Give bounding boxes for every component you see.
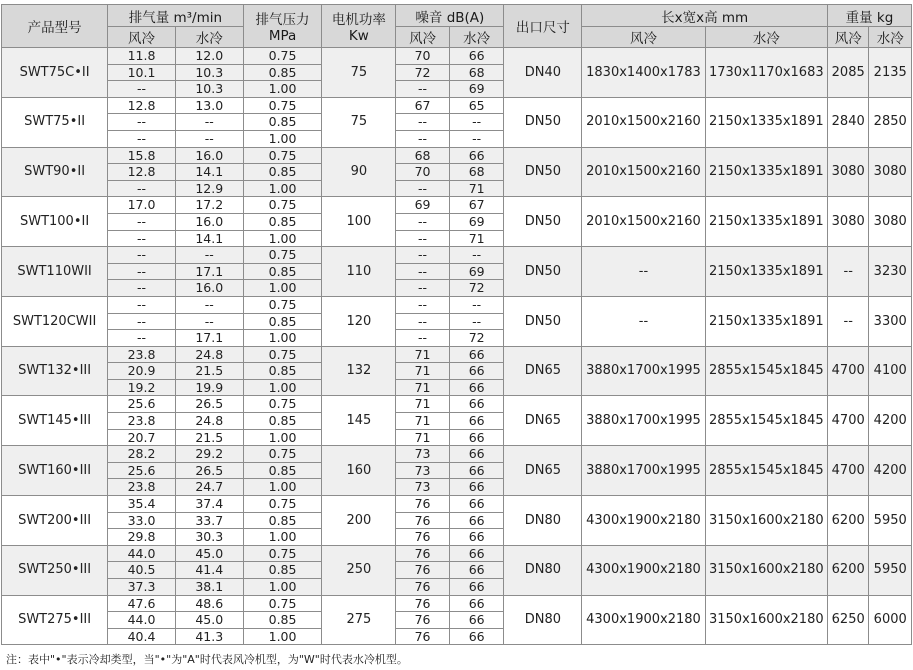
pressure-cell: 1.00 <box>243 529 322 546</box>
noise-air-cell: -- <box>396 230 450 247</box>
noise-air-cell: -- <box>396 280 450 297</box>
flow-water-cell: 26.5 <box>175 462 243 479</box>
flow-air-cell: 20.9 <box>108 363 176 380</box>
noise-water-cell: 68 <box>449 164 504 181</box>
model-cell: SWT100•II <box>2 197 108 247</box>
dim-water-cell: 2150x1335x1891 <box>705 147 827 197</box>
noise-water-cell: 66 <box>449 545 504 562</box>
noise-water-cell: -- <box>449 114 504 131</box>
dim-air-cell: 3880x1700x1995 <box>582 396 705 446</box>
pressure-cell: 1.00 <box>243 628 322 645</box>
noise-air-cell: 70 <box>396 48 450 65</box>
flow-water-cell: 10.3 <box>175 81 243 98</box>
outlet-cell: DN50 <box>504 247 582 297</box>
pressure-cell: 0.75 <box>243 496 322 513</box>
dim-water-cell: 2150x1335x1891 <box>705 197 827 247</box>
noise-water-cell: 65 <box>449 97 504 114</box>
flow-water-cell: 24.8 <box>175 346 243 363</box>
model-cell: SWT160•III <box>2 446 108 496</box>
noise-air-cell: 71 <box>396 346 450 363</box>
noise-water-cell: 66 <box>449 413 504 430</box>
noise-water-cell: 66 <box>449 529 504 546</box>
noise-air-cell: 76 <box>396 579 450 596</box>
flow-water-cell: 12.9 <box>175 180 243 197</box>
power-cell: 90 <box>322 147 396 197</box>
noise-air-cell: -- <box>396 247 450 264</box>
flow-air-cell: -- <box>108 280 176 297</box>
pressure-cell: 0.85 <box>243 114 322 131</box>
subheader-weight-air: 风冷 <box>827 27 868 48</box>
header-power <box>322 5 396 48</box>
pressure-cell: 0.85 <box>243 64 322 81</box>
flow-air-cell: 25.6 <box>108 462 176 479</box>
pressure-cell: 0.75 <box>243 346 322 363</box>
weight-air-cell: 4700 <box>827 346 868 396</box>
weight-water-cell: 6000 <box>869 595 912 645</box>
weight-water-cell: 3080 <box>869 197 912 247</box>
noise-air-cell: 76 <box>396 612 450 629</box>
noise-water-cell: 66 <box>449 595 504 612</box>
flow-air-cell: 10.1 <box>108 64 176 81</box>
dim-water-cell: 2855x1545x1845 <box>705 446 827 496</box>
flow-air-cell: -- <box>108 230 176 247</box>
flow-water-cell: -- <box>175 296 243 313</box>
header-model: 产品型号 <box>2 5 108 48</box>
spec-table <box>1 4 912 645</box>
outlet-cell: DN50 <box>504 197 582 247</box>
flow-water-cell: 16.0 <box>175 147 243 164</box>
flow-water-cell: 10.3 <box>175 64 243 81</box>
outlet-cell: DN50 <box>504 147 582 197</box>
dim-air-cell: 4300x1900x2180 <box>582 595 705 645</box>
outlet-cell: DN65 <box>504 446 582 496</box>
table-row <box>2 346 912 363</box>
dim-air-cell: 4300x1900x2180 <box>582 545 705 595</box>
dim-water-cell: 3150x1600x2180 <box>705 496 827 546</box>
header-pressure-line2: MPa <box>268 28 297 44</box>
table-row <box>2 496 912 513</box>
subheader-flow-water: 水冷 <box>175 27 243 48</box>
weight-air-cell: 2840 <box>827 97 868 147</box>
pressure-cell: 1.00 <box>243 330 322 347</box>
dim-air-cell: 4300x1900x2180 <box>582 496 705 546</box>
pressure-cell: 0.75 <box>243 545 322 562</box>
model-cell: SWT145•III <box>2 396 108 446</box>
header-power-line2: Kw <box>348 28 369 44</box>
flow-water-cell: 17.2 <box>175 197 243 214</box>
dim-water-cell: 2150x1335x1891 <box>705 296 827 346</box>
dim-air-cell: 1830x1400x1783 <box>582 48 705 98</box>
flow-air-cell: 33.0 <box>108 512 176 529</box>
weight-water-cell: 4200 <box>869 446 912 496</box>
header-outlet: 出口尺寸 <box>504 5 582 48</box>
flow-water-cell: 16.0 <box>175 280 243 297</box>
weight-water-cell: 5950 <box>869 545 912 595</box>
flow-air-cell: 44.0 <box>108 612 176 629</box>
power-cell: 100 <box>322 197 396 247</box>
outlet-cell: DN80 <box>504 595 582 645</box>
flow-water-cell: 16.0 <box>175 213 243 230</box>
pressure-cell: 0.75 <box>243 396 322 413</box>
flow-air-cell: -- <box>108 263 176 280</box>
flow-air-cell: 37.3 <box>108 579 176 596</box>
model-cell: SWT110WII <box>2 247 108 297</box>
dim-air-cell: 2010x1500x2160 <box>582 147 705 197</box>
header-weight: 重量 kg <box>827 5 911 27</box>
noise-air-cell: 71 <box>396 379 450 396</box>
noise-air-cell: 71 <box>396 429 450 446</box>
noise-air-cell: 76 <box>396 628 450 645</box>
model-cell: SWT275•III <box>2 595 108 645</box>
pressure-cell: 0.75 <box>243 595 322 612</box>
noise-water-cell: -- <box>449 247 504 264</box>
pressure-cell: 0.75 <box>243 197 322 214</box>
noise-air-cell: 76 <box>396 496 450 513</box>
flow-water-cell: 24.7 <box>175 479 243 496</box>
weight-air-cell: 4700 <box>827 446 868 496</box>
outlet-cell: DN65 <box>504 396 582 446</box>
header-pressure <box>243 5 322 48</box>
weight-air-cell: 6200 <box>827 545 868 595</box>
pressure-cell: 0.85 <box>243 562 322 579</box>
noise-water-cell: 66 <box>449 147 504 164</box>
flow-water-cell: -- <box>175 313 243 330</box>
noise-water-cell: 66 <box>449 512 504 529</box>
flow-air-cell: -- <box>108 130 176 147</box>
weight-air-cell: -- <box>827 247 868 297</box>
pressure-cell: 1.00 <box>243 230 322 247</box>
pressure-cell: 0.85 <box>243 164 322 181</box>
flow-air-cell: 47.6 <box>108 595 176 612</box>
noise-water-cell: 66 <box>449 462 504 479</box>
noise-air-cell: 71 <box>396 396 450 413</box>
noise-air-cell: 69 <box>396 197 450 214</box>
flow-water-cell: 17.1 <box>175 263 243 280</box>
noise-water-cell: -- <box>449 313 504 330</box>
noise-air-cell: -- <box>396 296 450 313</box>
flow-water-cell: 48.6 <box>175 595 243 612</box>
flow-air-cell: -- <box>108 313 176 330</box>
model-cell: SWT75C•II <box>2 48 108 98</box>
flow-air-cell: 40.4 <box>108 628 176 645</box>
weight-air-cell: 3080 <box>827 197 868 247</box>
noise-water-cell: 66 <box>449 628 504 645</box>
header-dimensions: 长x宽x高 mm <box>582 5 828 27</box>
dim-air-cell: 2010x1500x2160 <box>582 97 705 147</box>
outlet-cell: DN80 <box>504 496 582 546</box>
pressure-cell: 1.00 <box>243 130 322 147</box>
weight-air-cell: 6250 <box>827 595 868 645</box>
table-row <box>2 296 912 313</box>
pressure-cell: 0.75 <box>243 446 322 463</box>
noise-air-cell: -- <box>396 213 450 230</box>
subheader-noise-air: 风冷 <box>396 27 450 48</box>
flow-water-cell: 38.1 <box>175 579 243 596</box>
noise-water-cell: 72 <box>449 330 504 347</box>
noise-air-cell: 73 <box>396 479 450 496</box>
table-row <box>2 147 912 164</box>
noise-water-cell: 66 <box>449 479 504 496</box>
dim-air-cell: -- <box>582 247 705 297</box>
weight-water-cell: 3080 <box>869 147 912 197</box>
flow-air-cell: 20.7 <box>108 429 176 446</box>
weight-air-cell: 6200 <box>827 496 868 546</box>
flow-air-cell: 17.0 <box>108 197 176 214</box>
power-cell: 250 <box>322 545 396 595</box>
table-row <box>2 446 912 463</box>
weight-water-cell: 3230 <box>869 247 912 297</box>
noise-air-cell: 76 <box>396 512 450 529</box>
subheader-flow-air: 风冷 <box>108 27 176 48</box>
dim-water-cell: 2150x1335x1891 <box>705 247 827 297</box>
table-row <box>2 595 912 612</box>
flow-air-cell: 23.8 <box>108 479 176 496</box>
noise-air-cell: 76 <box>396 595 450 612</box>
power-cell: 75 <box>322 48 396 98</box>
pressure-cell: 0.85 <box>243 363 322 380</box>
pressure-cell: 0.75 <box>243 48 322 65</box>
noise-water-cell: 66 <box>449 346 504 363</box>
pressure-cell: 0.85 <box>243 512 322 529</box>
pressure-cell: 0.85 <box>243 413 322 430</box>
model-cell: SWT90•II <box>2 147 108 197</box>
weight-air-cell: 2085 <box>827 48 868 98</box>
flow-water-cell: 13.0 <box>175 97 243 114</box>
pressure-cell: 0.75 <box>243 247 322 264</box>
subheader-dim-air: 风冷 <box>582 27 705 48</box>
noise-water-cell: 66 <box>449 429 504 446</box>
noise-air-cell: -- <box>396 313 450 330</box>
flow-air-cell: 40.5 <box>108 562 176 579</box>
noise-air-cell: 67 <box>396 97 450 114</box>
pressure-cell: 0.75 <box>243 296 322 313</box>
flow-air-cell: 23.8 <box>108 413 176 430</box>
power-cell: 275 <box>322 595 396 645</box>
pressure-cell: 0.85 <box>243 213 322 230</box>
flow-water-cell: 45.0 <box>175 612 243 629</box>
weight-air-cell: 4700 <box>827 396 868 446</box>
flow-air-cell: 44.0 <box>108 545 176 562</box>
noise-air-cell: 71 <box>396 363 450 380</box>
header-pressure-line1: 排气压力 <box>255 12 310 28</box>
flow-air-cell: -- <box>108 330 176 347</box>
noise-water-cell: 66 <box>449 363 504 380</box>
table-row <box>2 197 912 214</box>
pressure-cell: 1.00 <box>243 81 322 98</box>
noise-water-cell: 66 <box>449 446 504 463</box>
flow-air-cell: -- <box>108 114 176 131</box>
weight-water-cell: 4100 <box>869 346 912 396</box>
flow-water-cell: -- <box>175 114 243 131</box>
weight-water-cell: 2850 <box>869 97 912 147</box>
flow-air-cell: 12.8 <box>108 97 176 114</box>
noise-water-cell: 66 <box>449 48 504 65</box>
dim-water-cell: 2150x1335x1891 <box>705 97 827 147</box>
header-power-line1: 电机功率 <box>331 12 386 28</box>
flow-water-cell: 19.9 <box>175 379 243 396</box>
spec-table-body <box>2 48 912 645</box>
noise-air-cell: -- <box>396 130 450 147</box>
flow-air-cell: 35.4 <box>108 496 176 513</box>
noise-air-cell: 76 <box>396 529 450 546</box>
noise-air-cell: 72 <box>396 64 450 81</box>
table-row <box>2 545 912 562</box>
dim-air-cell: 3880x1700x1995 <box>582 446 705 496</box>
power-cell: 75 <box>322 97 396 147</box>
noise-water-cell: 69 <box>449 263 504 280</box>
pressure-cell: 1.00 <box>243 379 322 396</box>
noise-water-cell: 66 <box>449 579 504 596</box>
flow-water-cell: 41.3 <box>175 628 243 645</box>
table-row <box>2 97 912 114</box>
weight-water-cell: 4200 <box>869 396 912 446</box>
noise-air-cell: 73 <box>396 462 450 479</box>
flow-water-cell: 14.1 <box>175 164 243 181</box>
flow-air-cell: 29.8 <box>108 529 176 546</box>
noise-air-cell: 76 <box>396 562 450 579</box>
weight-air-cell: 3080 <box>827 147 868 197</box>
flow-air-cell: -- <box>108 81 176 98</box>
noise-water-cell: 72 <box>449 280 504 297</box>
table-row <box>2 48 912 65</box>
noise-air-cell: 70 <box>396 164 450 181</box>
flow-air-cell: 25.6 <box>108 396 176 413</box>
noise-water-cell: 71 <box>449 180 504 197</box>
weight-water-cell: 3300 <box>869 296 912 346</box>
noise-air-cell: -- <box>396 263 450 280</box>
outlet-cell: DN40 <box>504 48 582 98</box>
noise-water-cell: 69 <box>449 81 504 98</box>
flow-water-cell: 45.0 <box>175 545 243 562</box>
power-cell: 145 <box>322 396 396 446</box>
flow-water-cell: -- <box>175 247 243 264</box>
noise-air-cell: 68 <box>396 147 450 164</box>
outlet-cell: DN80 <box>504 545 582 595</box>
pressure-cell: 1.00 <box>243 280 322 297</box>
header-flow: 排气量 m³/min <box>108 5 243 27</box>
pressure-cell: 1.00 <box>243 479 322 496</box>
pressure-cell: 0.75 <box>243 147 322 164</box>
noise-air-cell: 71 <box>396 413 450 430</box>
flow-water-cell: 12.0 <box>175 48 243 65</box>
subheader-noise-water: 水冷 <box>449 27 504 48</box>
noise-water-cell: -- <box>449 130 504 147</box>
model-cell: SWT200•III <box>2 496 108 546</box>
outlet-cell: DN50 <box>504 97 582 147</box>
flow-water-cell: 14.1 <box>175 230 243 247</box>
weight-water-cell: 5950 <box>869 496 912 546</box>
flow-air-cell: -- <box>108 296 176 313</box>
flow-air-cell: -- <box>108 213 176 230</box>
noise-water-cell: 68 <box>449 64 504 81</box>
noise-water-cell: 67 <box>449 197 504 214</box>
header-noise: 噪音 dB(A) <box>396 5 504 27</box>
weight-water-cell: 2135 <box>869 48 912 98</box>
pressure-cell: 1.00 <box>243 429 322 446</box>
flow-water-cell: 21.5 <box>175 429 243 446</box>
dim-water-cell: 1730x1170x1683 <box>705 48 827 98</box>
power-cell: 110 <box>322 247 396 297</box>
outlet-cell: DN50 <box>504 296 582 346</box>
pressure-cell: 0.85 <box>243 462 322 479</box>
noise-water-cell: 66 <box>449 496 504 513</box>
power-cell: 160 <box>322 446 396 496</box>
noise-water-cell: 66 <box>449 612 504 629</box>
flow-air-cell: 28.2 <box>108 446 176 463</box>
flow-air-cell: 12.8 <box>108 164 176 181</box>
noise-water-cell: 66 <box>449 562 504 579</box>
noise-water-cell: 69 <box>449 213 504 230</box>
dim-water-cell: 2855x1545x1845 <box>705 396 827 446</box>
model-cell: SWT120CWII <box>2 296 108 346</box>
model-cell: SWT75•II <box>2 97 108 147</box>
pressure-cell: 0.85 <box>243 263 322 280</box>
flow-water-cell: 41.4 <box>175 562 243 579</box>
pressure-cell: 1.00 <box>243 579 322 596</box>
noise-air-cell: -- <box>396 330 450 347</box>
pressure-cell: 0.85 <box>243 612 322 629</box>
power-cell: 132 <box>322 346 396 396</box>
power-cell: 120 <box>322 296 396 346</box>
model-cell: SWT250•III <box>2 545 108 595</box>
noise-water-cell: 71 <box>449 230 504 247</box>
dim-air-cell: -- <box>582 296 705 346</box>
noise-water-cell: -- <box>449 296 504 313</box>
flow-air-cell: 15.8 <box>108 147 176 164</box>
flow-water-cell: 26.5 <box>175 396 243 413</box>
flow-water-cell: 29.2 <box>175 446 243 463</box>
subheader-dim-water: 水冷 <box>705 27 827 48</box>
weight-air-cell: -- <box>827 296 868 346</box>
flow-air-cell: 23.8 <box>108 346 176 363</box>
subheader-weight-water: 水冷 <box>869 27 912 48</box>
pressure-cell: 0.85 <box>243 313 322 330</box>
flow-water-cell: 33.7 <box>175 512 243 529</box>
noise-air-cell: -- <box>396 180 450 197</box>
noise-water-cell: 66 <box>449 396 504 413</box>
noise-air-cell: 76 <box>396 545 450 562</box>
noise-air-cell: -- <box>396 114 450 131</box>
pressure-cell: 0.75 <box>243 97 322 114</box>
flow-water-cell: 30.3 <box>175 529 243 546</box>
flow-air-cell: 19.2 <box>108 379 176 396</box>
outlet-cell: DN65 <box>504 346 582 396</box>
flow-water-cell: -- <box>175 130 243 147</box>
model-cell: SWT132•III <box>2 346 108 396</box>
dim-air-cell: 3880x1700x1995 <box>582 346 705 396</box>
table-row <box>2 396 912 413</box>
dim-air-cell: 2010x1500x2160 <box>582 197 705 247</box>
noise-air-cell: -- <box>396 81 450 98</box>
pressure-cell: 1.00 <box>243 180 322 197</box>
footnote: 注：表中"•"表示冷却类型，当"•"为"A"时代表风冷机型，为"W"时代表水冷机型。 <box>6 653 408 666</box>
noise-water-cell: 66 <box>449 379 504 396</box>
table-row <box>2 247 912 264</box>
flow-air-cell: 11.8 <box>108 48 176 65</box>
dim-water-cell: 3150x1600x2180 <box>705 595 827 645</box>
flow-air-cell: -- <box>108 180 176 197</box>
flow-water-cell: 21.5 <box>175 363 243 380</box>
dim-water-cell: 3150x1600x2180 <box>705 545 827 595</box>
flow-water-cell: 37.4 <box>175 496 243 513</box>
flow-water-cell: 17.1 <box>175 330 243 347</box>
flow-air-cell: -- <box>108 247 176 264</box>
dim-water-cell: 2855x1545x1845 <box>705 346 827 396</box>
flow-water-cell: 24.8 <box>175 413 243 430</box>
power-cell: 200 <box>322 496 396 546</box>
noise-air-cell: 73 <box>396 446 450 463</box>
